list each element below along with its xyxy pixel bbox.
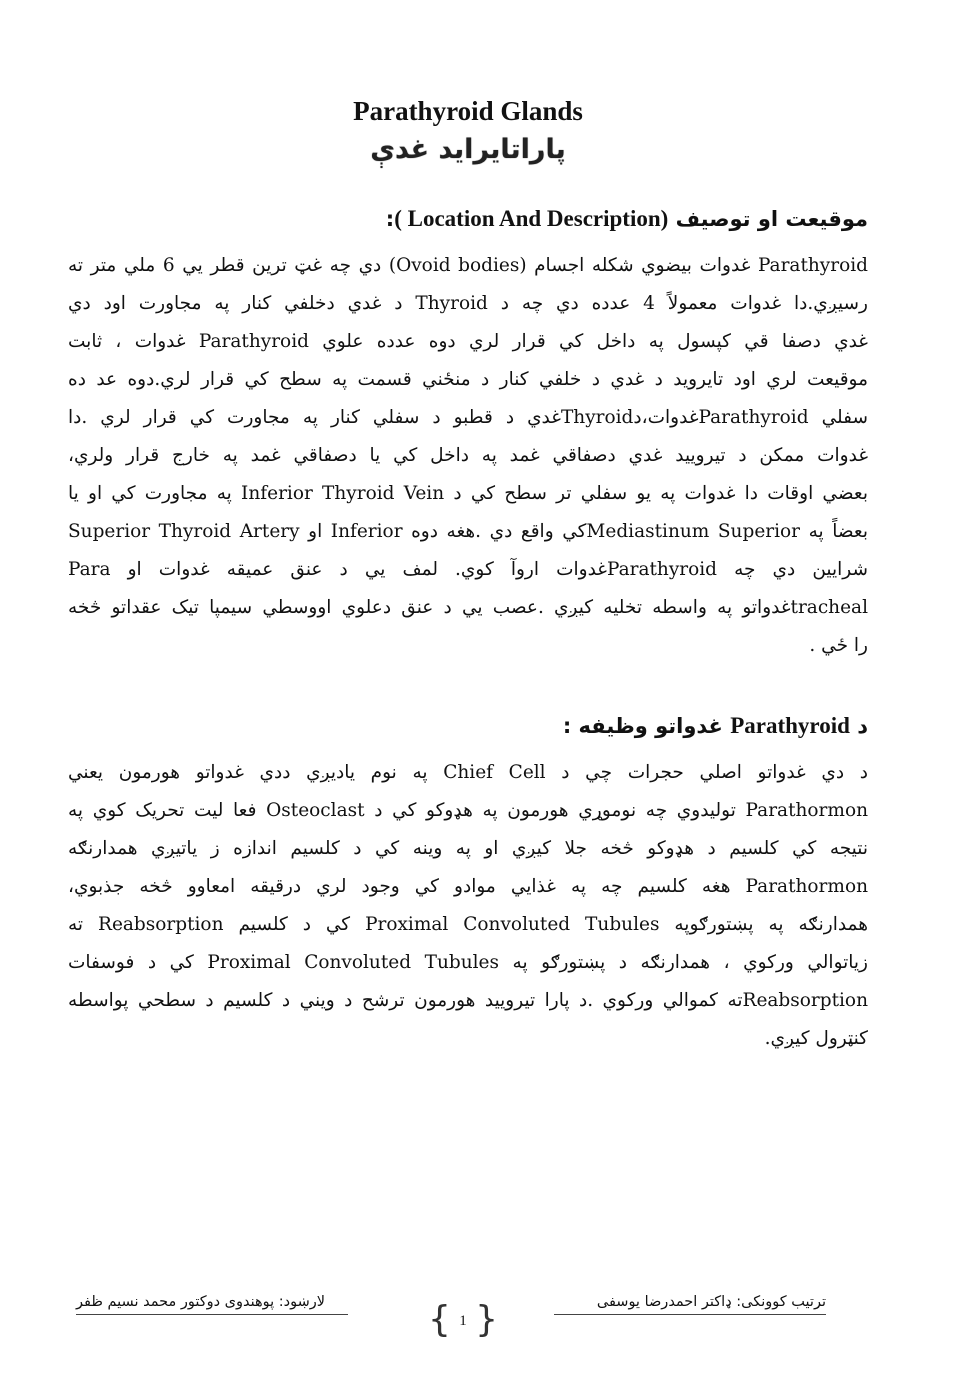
heading-prefix: د — [857, 714, 868, 738]
paragraph-line: رسيږي.دا غدوات معمولاً 4 عدده دي چه د Thyroid د غدي دخلفي كنار په مجاورت اود دي — [68, 293, 868, 314]
paragraph-line: د دي غدواتو اصلي حجرات چي د Chief Cell په نوم ياديږي ددي غدواتو هورمون يعني — [68, 762, 868, 783]
paragraph-line: شرايين دي چه Parathyroidغدوات اروآ كوي. لمف يي د عنق عميقه غدوات او Para — [68, 559, 868, 580]
heading-en: (Location And Description ) — [394, 206, 669, 231]
paragraph-line: trachealغدواتو په واسطه تخليه كيږي .عصب يي د عنق دعلوي اووسطي سيمپا تيک عقداتو څخه — [68, 597, 868, 618]
paragraph-line: بعضي اوقات دا غدوات په يو سفلي تر سطح كي د Inferior Thyroid Vein په مجاورت كي او يا — [68, 483, 868, 504]
paragraph-line: Parathyroid غدوات بيضوي شكله اجسام (Ovoid bodies) دي چه غټ ترين قطر يي 6 ملي متر ته — [68, 255, 868, 276]
page-footer — [76, 1290, 826, 1350]
paragraph-line: موقيعت لري اود تايرويد د غدي د خلفي كنار د منځني قسمت په سطح كي قرار لري.دوه عد ده — [68, 369, 868, 390]
heading-colon: : — [562, 714, 572, 738]
section-heading-location — [68, 206, 868, 232]
section-heading-function — [68, 713, 868, 739]
paragraph-line: همدارنګه په پښتورګوپه Proximal Convoluted Tubules كي د كلسيم Reabsorption ته — [68, 914, 868, 935]
heading-colon: : — [385, 207, 395, 231]
footer-compiler: ترتيب كوونكى: ډاكتر احمدرضا يوسفى — [554, 1294, 826, 1315]
title-pashto: پاراتايرايد غدې — [370, 134, 566, 165]
paragraph-line: غدوات ممكن د تيروييد غدي دصفاقي غمد په داخل كي يا دصفاقي غمد په خارج قرار ولري، — [68, 445, 868, 466]
paragraph-line: كنټرول كيږي. — [764, 1028, 868, 1049]
paragraph-line: بعضاً په Mediastinum Superiorكي واقع دي .هغه دوه Inferior او Superior Thyroid Artery — [68, 521, 868, 542]
paragraph-line: Parathormon توليدوي چه نوموړي هورمون په هډوكو كي د Osteoclast فعا ليت تحريک كوي په — [68, 800, 868, 821]
paragraph-line: سفلي Parathyroidغدوات،دThyroidغدي د قطبو د سفلي كنار په مجاورت كي قرار لري .دا — [68, 407, 868, 428]
heading-en: Parathyroid — [730, 713, 850, 738]
heading-ps: غدواتو وظيفه — [578, 714, 723, 738]
paragraph-function — [68, 754, 868, 1058]
footer-supervisor: لارښود: پوهندوی دوکتور محمد نسیم ظفر — [76, 1294, 348, 1315]
heading-ps: موقيعت او توصيف — [675, 207, 868, 231]
paragraph-line: Parathormon هغه كلسيم چه په غذايي موادو كي وجود لري درقيقه امعاوو څخه جذبوي، — [68, 876, 868, 897]
paragraph-line: را ځي . — [809, 635, 868, 656]
paragraph-line: زياتوالي وركوي ، همدارنګه د پښتورګو په Proximal Convoluted Tubules كي د فوسفات — [68, 952, 868, 973]
paragraph-location — [68, 247, 868, 665]
page-number: { 1 } — [428, 1304, 498, 1338]
title-english: Parathyroid Glands — [353, 96, 583, 126]
paragraph-line: غدي دصفا قي كپسول په داخل كي قرار لري دوه عدده علوي Parathyroid غدوات ، ثابت — [68, 331, 868, 352]
paragraph-line: نتيجه كي كلسيم د هډوكو څخه جلا كيږي او په وينه كي د كلسيم اندازه ز ياتيږي همدارنګه — [68, 838, 868, 859]
paragraph-line: Reabsorptionته كموالي وركوي .د پارا تيروييد هورمون ترشح د ويني د كلسيم د سطحي پواسطه — [68, 990, 868, 1011]
document-page — [68, 0, 868, 1373]
